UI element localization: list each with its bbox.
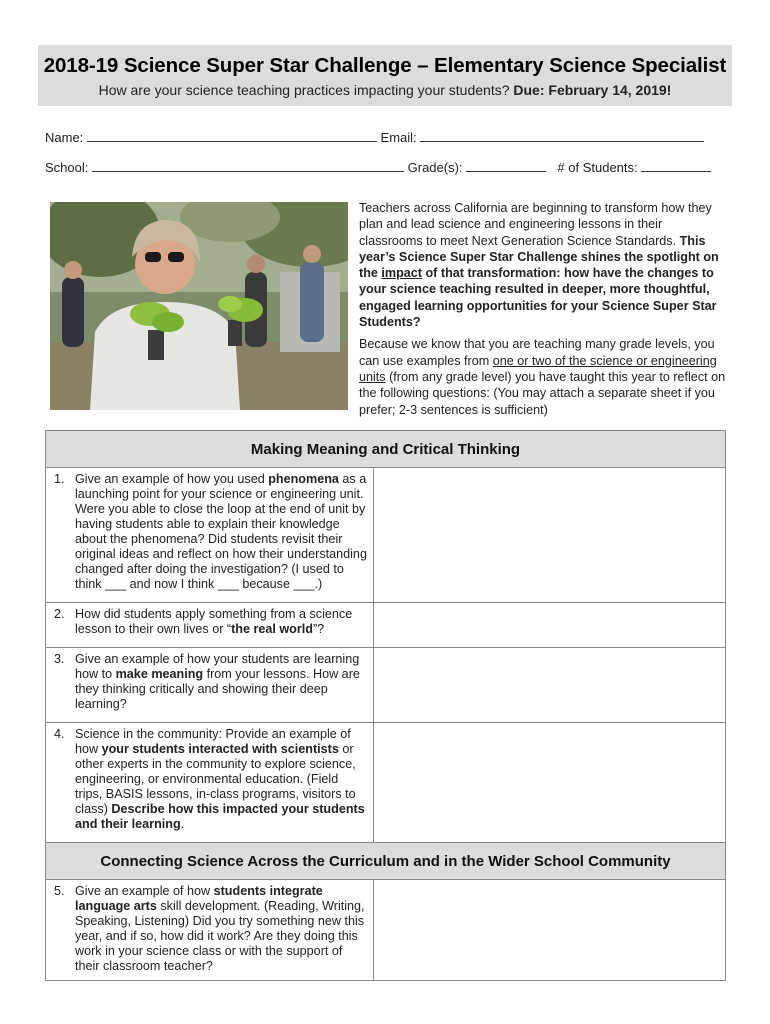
- email-label: Email:: [380, 130, 417, 145]
- question-number: 5.: [54, 884, 65, 898]
- intro-p2-b: (from any grade level) you have taught this year to reflect on the following questions: (You may attach a separate sheet if you prefer; 2-3 sentences is sufficient): [359, 369, 726, 417]
- question-text: Give an example of how you used phenomena as a launching point for your science or engineering unit. Were you able to close the loop at the end of unit by having students able to explain their knowledge about the phenomena? Did students revisit their original ideas and reflect on how their understanding changed after doing the investigation? (I used to think ___ and now I think ___ because ___.): [75, 472, 367, 591]
- answer-cell[interactable]: [374, 603, 726, 648]
- intro-p1-bold-a: This year’s Science Super Star Challenge shines the spotlight on the: [359, 233, 719, 281]
- school-grade-row: [45, 159, 711, 175]
- grades-field[interactable]: [466, 159, 546, 172]
- answer-cell[interactable]: [374, 723, 726, 843]
- grades-label: Grade(s):: [407, 160, 463, 175]
- intro-text: [359, 200, 727, 424]
- questions-table: [45, 430, 726, 981]
- question-text: Science in the community: Provide an example of how your students interacted with scientists or other experts in the community to explore science, engineering, or environmental education. (Field trips, BASIS lessons, in-class programs, visitors to class) Describe how this impacted your students and their learning.: [75, 727, 365, 831]
- question-cell: [46, 648, 374, 723]
- question-row: [46, 723, 726, 843]
- students-field[interactable]: [641, 159, 711, 172]
- question-row: [46, 468, 726, 603]
- section-title: Connecting Science Across the Curriculum and in the Wider School Community: [46, 843, 726, 880]
- teacher-with-seedlings-photo: [50, 202, 348, 410]
- school-label: School:: [45, 160, 89, 175]
- students-label: # of Students:: [557, 160, 638, 175]
- page-title: 2018-19 Science Super Star Challenge – Elementary Science Specialist: [43, 54, 727, 77]
- name-email-row: [45, 129, 704, 145]
- answer-cell[interactable]: [374, 880, 726, 981]
- question-cell: [46, 603, 374, 648]
- question-cell: [46, 723, 374, 843]
- intro-p2-underlined: one or two of the science or engineering units: [359, 353, 717, 384]
- name-label: Name:: [45, 130, 84, 145]
- due-date: Due: February 14, 2019!: [513, 82, 672, 98]
- question-text: How did students apply something from a science lesson to their own lives or “the real world”?: [75, 607, 353, 636]
- section-title: Making Meaning and Critical Thinking: [46, 431, 726, 468]
- answer-cell[interactable]: [374, 648, 726, 723]
- school-field[interactable]: [92, 159, 404, 172]
- section-header-row: [46, 431, 726, 468]
- question-cell: [46, 880, 374, 981]
- answer-cell[interactable]: [374, 468, 726, 603]
- question-row: [46, 880, 726, 981]
- intro-paragraph-2: [359, 336, 727, 417]
- section-header-row: [46, 843, 726, 880]
- email-field[interactable]: [420, 129, 704, 142]
- intro-p2-a: Because we know that you are teaching many grade levels, you can use examples from: [359, 337, 715, 368]
- name-field[interactable]: [87, 129, 377, 142]
- question-text: Give an example of how students integrate language arts skill development. (Reading, Writing, Speaking, Listening) Did you try something new this year, and if so, how did it work? Are they doing this work in your science class or with the support of their classroom teacher?: [75, 884, 365, 973]
- question-row: [46, 648, 726, 723]
- question-row: [46, 603, 726, 648]
- intro-p1-bold-b: of that transformation: how have the changes to your science teaching resulted in deeper, more thoughtful, engaged learning opportunities for your Science Super Star Students?: [359, 266, 717, 330]
- intro-p1-plain: Teachers across California are beginning to transform how they plan and lead science and engineering lessons in their classrooms to meet Next Generation Science Standards.: [359, 201, 712, 248]
- question-cell: [46, 468, 374, 603]
- intro-p1-impact: impact: [381, 266, 422, 281]
- header-banner: [38, 45, 732, 106]
- intro-paragraph-1: [359, 200, 727, 330]
- question-text: Give an example of how your students are learning how to make meaning from your lessons. How are they thinking critically and showing their deep learning?: [75, 652, 360, 711]
- page-subtitle: [38, 82, 732, 98]
- question-number: 1.: [54, 472, 65, 486]
- question-number: 4.: [54, 727, 65, 741]
- question-number: 3.: [54, 652, 65, 666]
- subtitle-question: How are your science teaching practices impacting your students?: [98, 82, 510, 98]
- question-number: 2.: [54, 607, 65, 621]
